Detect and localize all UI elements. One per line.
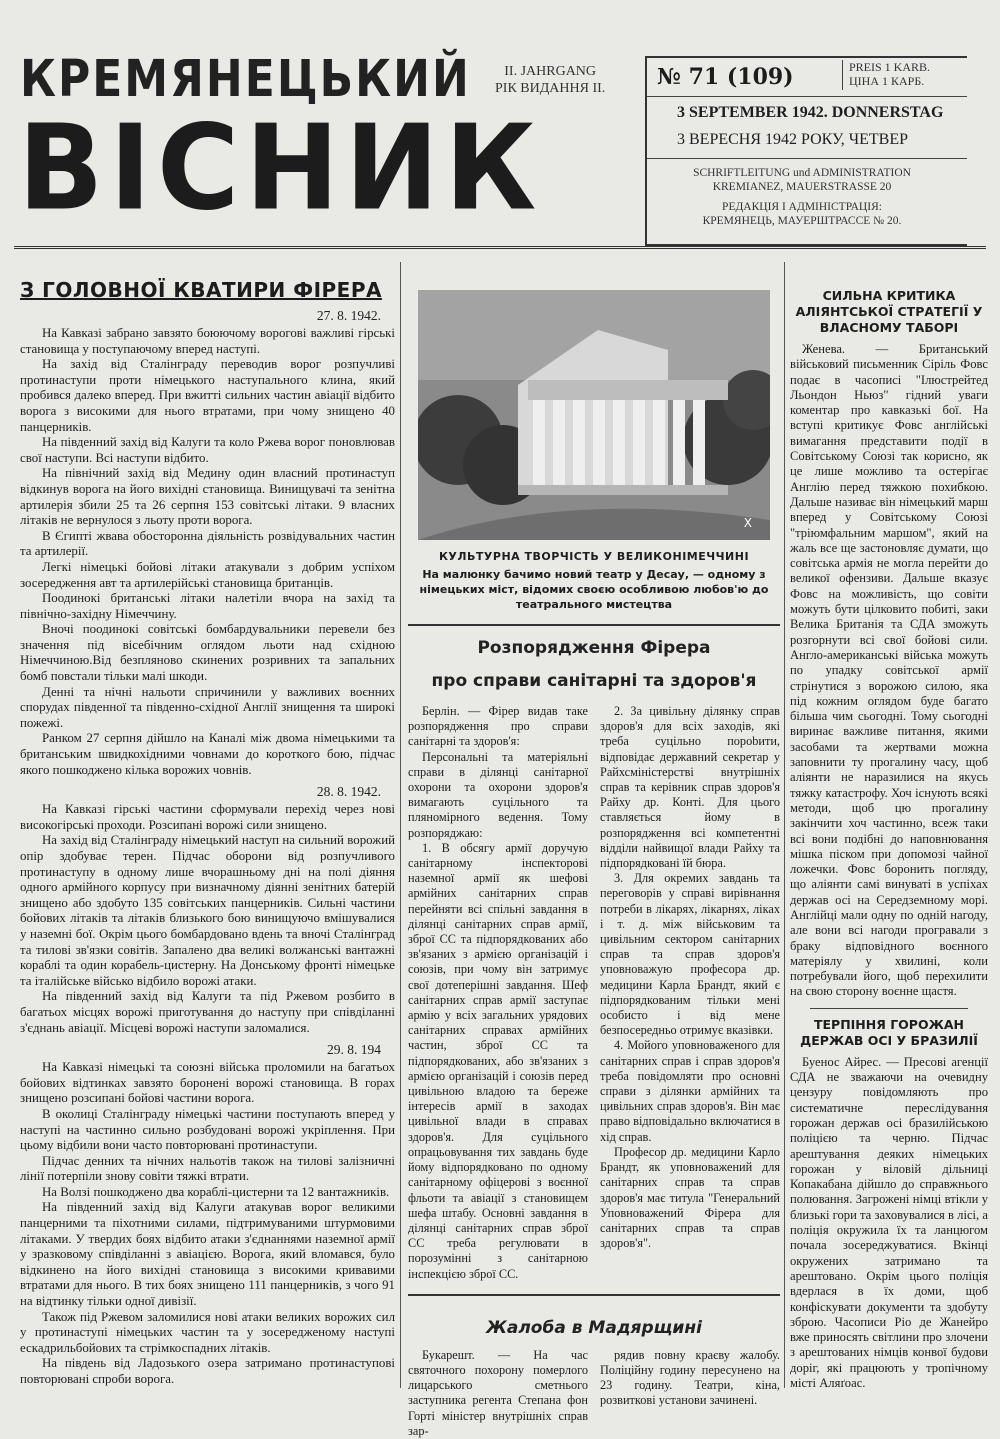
photo-mark: Х (743, 516, 752, 530)
photo-caption: На малюнку бачимо новий театр у Десау, — одному з німецьких міст, відомих своєю особливою любов'ю до театрального мистецтва (419, 568, 769, 611)
rik-vydannia: РІК ВИДАННЯ II. (495, 81, 606, 96)
right-column (790, 288, 988, 1391)
divider (810, 1008, 968, 1009)
divider (647, 158, 967, 159)
paragraph: Ранком 27 серпня дійшло на Каналі між двома німецькими та британським швидкохідними човнами до короткого бою, підчас якого пошкоджено кілька ворожих човнів. (20, 731, 395, 777)
price-de: PREIS 1 KARB. (849, 60, 931, 74)
admin-ua-2: КРЕМЯНЕЦЬ, МАУЕРШТРАССЕ № 20. (702, 215, 902, 227)
paragraph: На захід від Сталінграду переводив ворог розпучливі протинаступи проти німецького наступального клина, який пробився далеко вперед. При вжитті сильних частин авіації відбито ворога з високими для нього втратами, при чому знищено 40 панцерників. (20, 357, 395, 434)
paragraph: 4. Мойого уповноваженого для санітарних справ і справ здоров'я треба повідомляти про основні справи з ділянки армійних та цивільних справ здоров'я. Він має право відповідально включатися в хід справ. (600, 1038, 780, 1144)
paragraph: На південь від Ладозького озера затримано протинаступові повторювані спроби ворога. (20, 1356, 395, 1386)
decree-article (408, 704, 780, 1282)
paragraph: 2. За цивільну ділянку справ здоров'я для всіх заходів, які треба суцільно порobити, відповідає державний секретар у Райхсміністерстві внутрішніх справ та керівник справ здоров'я Райху др. Конті. Для цього ставляється йому в розпорядження всі компетентні відділи найвищої влади Райху та підпорядковані їй бюра. (600, 704, 780, 871)
paragraph: На Кавказі німецькі та союзні війська проломили на багатьох бойових відтинках завзято боронені ворожі становища. В горах знищено розсипані бойові частини ворога. (20, 1060, 395, 1106)
divider (408, 1294, 780, 1296)
date-ua: 3 ВЕРЕСНЯ 1942 РОКУ, ЧЕТВЕР (677, 131, 909, 148)
issue-number: № 71 (109) (657, 64, 794, 90)
article-title-line1: Розпорядження Фірера (477, 638, 711, 658)
date-de: 3 SEPTEMBER 1942. DONNERSTAG (677, 104, 944, 121)
column-rule (400, 262, 401, 1388)
masthead-rule (14, 246, 986, 249)
report-date: 29. 8. 194 (327, 1042, 381, 1058)
paragraph: Також під Ржевом заломилися нові атаки великих ворожих сил у протинаступі німецьких частин та у зосередженому наступі ескадрильбойових та стрімкоспадних літаків. (20, 1309, 395, 1355)
paragraph: В околиці Сталінграду німецькі частини поступають вперед у наступі на частинно сильно розбудовані ворожі укріплення. При цьому відбили вони часто повторювані протинаступи. (20, 1106, 395, 1153)
hq-report-column (20, 278, 395, 1388)
admin-de-1: SCHRIFTLEITUNG und ADMINISTRATION (693, 167, 911, 179)
paragraph: На південний захід від Калуги та коло Ржева ворог поновлював свої наступи. Всі наступи відбито. (20, 435, 395, 465)
paragraph: На Кавказі гірські частини сформували перехід через нові високогірські проходи. Розсипані ворожі сили знищено. (20, 802, 395, 832)
article-title-line2: про справи санітарні та здоров'я (431, 671, 757, 691)
issue-info-box (645, 56, 967, 246)
paragraph: 3. Для окремих завдань та переговорів у справі вирівнання потреби в лікарях, лікарнях, ліках і т. д. між військовим та цивільним сектором санітарних справ та справ здоров'я уповноважую професора др. медицини Карла Брандт, який є підпорядкованим тільки мені особисто і від мене безпосередньо отримує вказівки. (600, 871, 780, 1038)
masthead-title: ВІСНИК (18, 100, 543, 238)
paragraph: Легкі німецькі бойові літаки атакували з добрим успіхом зосередження авт та артилерійські становища британців. (20, 559, 395, 590)
criticism-headline: СИЛЬНА КРИТИКА АЛІЯНТСЬКОЇ СТРАТЕГІЇ У ВЛАСНОМУ ТАБОРІ (795, 288, 983, 335)
paragraph: Денні та нічні нальоти спричинили у важливих воєнних спорудах південної та південно-східної Англії знищення та широкі пожежі. (20, 684, 395, 730)
paragraph: 1. В обсягу армії доручую санітарному інспекторові наземної армії як шефові армійних санітарних справ перейняти всі спільні завдання в ділянці санітарних справ армії, зброї СС та підпорядкованих або зв'язаних з армією організацій і союзів, при чому він затримує свої дотеперішні завдання. Шеф санітарних справ армії заступає армію у всіх загальних урядових санітарних справах армійних частин, зброї СС та підпорядкованих, або зв'язаних з армією організацій і союзів перед цивільною владою та береже інтересів армії в заходах цивільної влади в справах здоров'я. Для суцільного опрацьовування тих завдань буде йому відпорядковано по одному санітарному офіцерові з воєнної фльоти та авіації з становищем шефа штабу. Основні завдання в ділянці санітарних справ зброї СС треба регулювати в порозумінні з санітарною інспекцією зброї СС. (408, 840, 588, 1281)
mourning-title: Жалоба в Мадярщині (486, 1317, 702, 1338)
paragraph: На південний захід від Калуги та під Ржевом розбито в багатьох місцях ворожі приготування до наступу при співділанні з'єднань авіації. Місцеві ворожі наступи заломалися. (20, 989, 395, 1035)
divider (647, 96, 967, 97)
paragraph: Професор др. медицини Карло Брандт, як уповноважений для санітарних справ та справ здоров'я має титула "Генеральний Уповноважений Фірера для санітарних справ та справ здоров'я". (600, 1144, 780, 1251)
paragraph: Вночі поодинокі совітські бомбардувальники перевели без значення під вісебічним оглядом льоти над східною Німеччиною.Від безпляново скинених розривних та запальних бомб повстали тільки малі шкоди. (20, 622, 395, 684)
volume-info (495, 63, 605, 97)
admin-de-2: KREMIANEZ, MAUERSTRASSE 20 (712, 181, 892, 193)
theatre-photo (418, 290, 770, 540)
photo-caption-title: КУЛЬТУРНА ТВОРЧІСТЬ У ВЕЛИКОНІМЕЧЧИНІ (438, 550, 750, 563)
paragraph: На захід від Сталінграду німецький наступ на сильний ворожий опір здобуває терен. Підчас оборони від розпучливого протинаступу в одному лише вчорашньому дні на полі діяння одного армійного корпусу при визначному діянні зенітних батерій знищено або здобуто 135 совітських панцерників. Сильні частини бойових літаків та літаків близького бою винищуючо вмішувалися у наземні бої. Окрім цього бомбардовано вдень та вночі Сталінград та тилові зв'язки совітів. Запалено два великі волжанські вантажні кораблі та один корабель-цистерну. На Донському фронті німецьке та італійське військо відбило ворожі атаки. (20, 833, 395, 988)
paragraph: В Єгипті жвава обосторонна діяльність розвідувальних частин та артилерії. (20, 528, 395, 559)
paragraph: Буенос Айрес. — Пресові агенції СДА не зважаючи на очевидну цензуру повідомляють про систематичне переслідування горожан держав осі бразилійською поліцією та черню. Підчас арештування деяких німецьких горожан у віловій дільниці Копакабана дійшло до справжнього полювання. Загрожені німці втікли у близькі гори та заховувалися в лісі, а поліція окружила їх та ланцюгом почала зосереджуватися. Вкінці окружених затримано та арештовано. Окрім цього поліція вдерлася в їх доми, щоб конфіскувати документи та здобуту зброю. Часописи Ріо де Жанейро вже приносять світлини про злочени з арештованих німців конвої будови доріг, які працюють у тропічному місті Аляґоас. (790, 1054, 988, 1390)
paragraph: Букарешт. — На час святочного похорону померлого лицарського сметнього заступника регента Степана фон Горті міністер внутрішніх справ зар- (408, 1347, 588, 1438)
price-ua: ЦІНА 1 КАРБ. (849, 74, 925, 88)
decree-col-2 (600, 704, 780, 1282)
paragraph: Поодинокі британські літаки налетіли вчора на захід та північно-західну Німеччину. (20, 591, 395, 621)
paragraph: На Волзі пошкоджено два кораблі-цистерни та 12 вантажників. (42, 1184, 390, 1199)
paragraph: На південний захід від Калуги атакував ворог великими панцерними та піхотними силами, підтримуваними штурмовими літаками. У твердих боях відбито атаки з'єднаннями наземної армії у зразковому співділанні з авіацією. Ворога, який вломався, було відкинено на його вихідні становища з високими кривавими втратами для нього. В тих боях знищено 111 панцерників, з чого 91 на відтинку тільки одної дивізії. (20, 1200, 395, 1309)
paragraph: Підчас денних та нічних нальотів також на тилові залізничні лінії потерпіли знову совіти тяжкі втрати. (20, 1153, 395, 1184)
jahrgang: II. JAHRGANG (504, 64, 597, 79)
paragraph: Персональні та матеріяльні справи в ділянці санітарної охорони та охорони здоров'я вимагають суцільного та пляномірного ведення. Тому розпоряджаю: (408, 749, 588, 840)
paragraph: На північний захід від Медину один власний протинаступ відкинув ворога на його вихідні становища. Винищувачі та зенітна артилерія збили 25 та 26 серпня 153 совітські літаки. 9 власних літаків не вернулося з льоту проти ворога. (20, 466, 395, 528)
hq-report-title: З ГОЛОВНОЇ КВАТИРИ ФІРЕРА (20, 278, 382, 302)
paragraph: Женева. — Британський військовий письменник Сіріль Фовс подає в часописі "Ілюстрейтед Льондон Ньюз" гідний уваги коментар про кавказькі бої. На вступі критикує Фовс англійські вимагання представити події в Совітському Союзі так корисно, як це лише можливо та остерігає Англію перед тяжкою похибкою. Дальше називає він німецький марш вперед у Совітському Союзі "тріюмфальним маршом", який на жаль все ще застоновляє думати, що совітська армія не могла перейти до великої офензиви. Дальше вказує Фовс на можливість, що совіти можуть бути цілковито побиті, заки Велика Британія та СДА зможуть розгорнути всі свої бойові сили. Англо-американські війська можуть по упадку совітської армії стрінутися з ворожою силою, яка під кожним оглядом буде багато більша чим сьогодні. Тому сьогодні виринає важливе питання, якими засобами та жертвами можна заповнити ту прогалину часу, щоб аліянти не наразилися на якусь тяжку катастрофу. Хоч існують всякі методи, щоб цю прогалину закінчити хоч частинно, всеж таки всі вони подібні до наповнювання мішка піском при допомозі чайної ложечки. Фовс боронить погляду, що аліянти самі винуваті в успіхах держав осі на Середземному морі. Англійці мали одну по одній нагоду, але вони всі нагоди програвали з браку відповідного воєнного матеріялу у хвилині, коли потребували його, щоб перехилити на свою сторону воєнне щастя. (790, 342, 988, 999)
price (842, 60, 957, 90)
paragraph: рядив повну краєву жалобу. Поліційну годину пересунено на 23 годину. Театри, кіна, розвиткові установи зачинені. (600, 1347, 780, 1408)
report-date: 27. 8. 1942. (316, 308, 381, 323)
theatre-building-image (418, 290, 770, 540)
divider (408, 624, 780, 626)
admin-ua-1: РЕДАКЦІЯ І АДМІНІСТРАЦІЯ: (722, 201, 882, 213)
report-date: 28. 8. 1942. (316, 784, 381, 800)
paragraph: Берлін. — Фірер видав таке розпорядження про справи санітарні та здоров'я: (408, 704, 588, 749)
decree-col-1 (408, 704, 588, 1282)
paragraph: На Кавказі забрано завзято боюючому ворогові важливі гірські становища у поступаючому вперед наступі. (20, 326, 395, 356)
brazil-headline: ТЕРПІННЯ ГОРОЖАН ДЕРЖАВ ОСІ У БРАЗИЛІЇ (800, 1016, 978, 1048)
mourning-article (408, 1348, 780, 1439)
masthead-line1: КРЕМЯНЕЦЬКИЙ (20, 50, 471, 109)
middle-column (408, 290, 780, 1439)
column-rule (784, 262, 785, 1388)
